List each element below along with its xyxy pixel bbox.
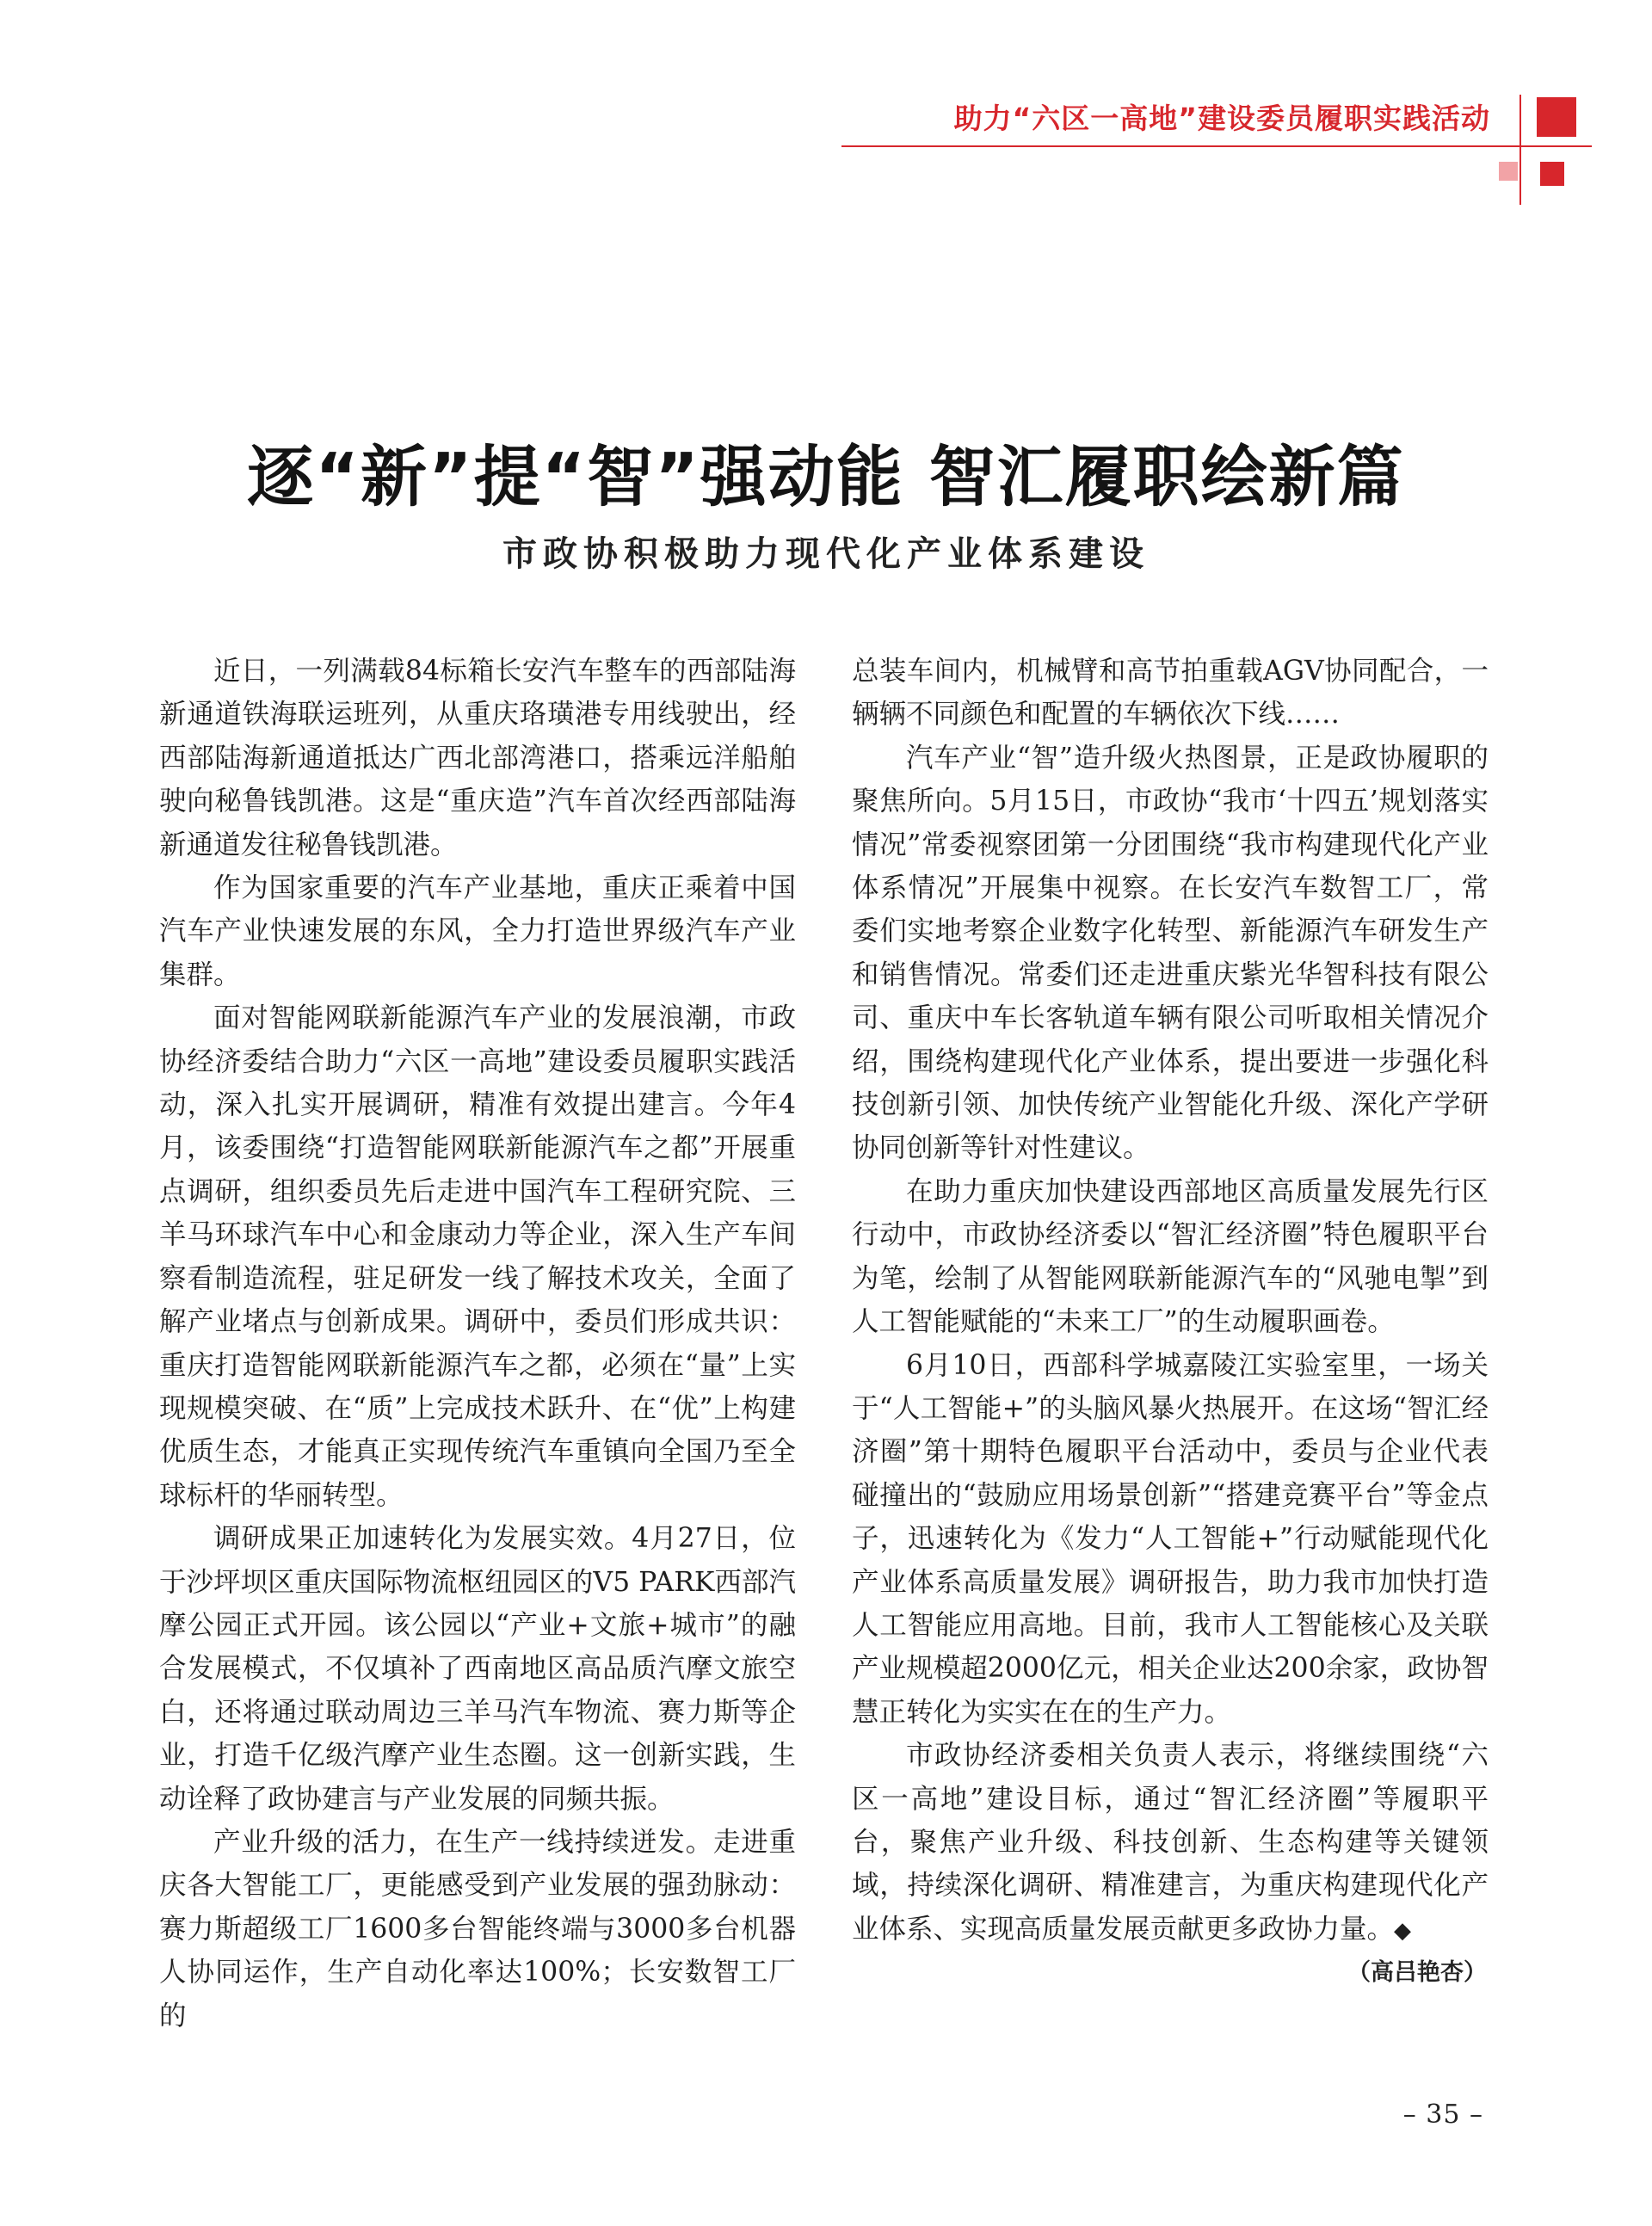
- decor-square-small: [1499, 162, 1518, 181]
- paragraph: 近日，一列满载84标箱长安汽车整车的西部陆海新通道铁海联运班列，从重庆珞璜港专用线驶出，经西部陆海新通道抵达广西北部湾港口，搭乘远洋船舶驶向秘鲁钱凯港。这是“重庆造”汽车首次经西部陆海新通道发往秘鲁钱凯港。: [159, 656, 796, 860]
- paragraph: 调研成果正加速转化为发展实效。4月27日，位于沙坪坝区重庆国际物流枢纽园区的V5 PARK西部汽摩公园正式开园。该公园以“产业+文旅+城市”的融合发展模式，不仅填补了西南地区高品质汽摩文旅空白，还将通过联动周边三羊马汽车物流、赛力斯等企业，打造千亿级汽摩产业生态圈。这一创新实践，生动诠释了政协建言与产业发展的同频共振。: [159, 1523, 796, 1815]
- author-credit: （高吕艳杏）: [1347, 1959, 1487, 1986]
- paragraph-continuation: 总装车间内，机械臂和高节拍重载AGV协同配合，一辆辆不同颜色和配置的车辆依次下线……: [852, 656, 1489, 731]
- decor-vertical-rule: [1519, 95, 1521, 205]
- article-subtitle: 市政协积极助力现代化产业体系建设: [502, 533, 1150, 574]
- decor-square-large: [1537, 97, 1576, 137]
- paragraph: 面对智能网联新能源汽车产业的发展浪潮，市政协经济委结合助力“六区一高地”建设委员履职实践活动，深入扎实开展调研，精准有效提出建言。今年4月，该委围绕“打造智能网联新能源汽车之都”开展重点调研，组织委员先后走进中国汽车工程研究院、三羊马环球汽车中心和金康动力等企业，深入生产车间察看制造流程，驻足研发一线了解技术攻关，全面了解产业堵点与创新成果。调研中，委员们形成共识：重庆打造智能网联新能源汽车之都，必须在“量”上实现规模突破、在“质”上完成技术跃升、在“优”上构建优质生态，才能真正实现传统汽车重镇向全国乃至全球标杆的华丽转型。: [159, 1002, 796, 1511]
- end-mark-icon: ◆: [1394, 1917, 1412, 1944]
- paragraph-text: 市政协经济委相关负责人表示，将继续围绕“六区一高地”建设目标，通过“智汇经济圈”等履职平台，聚焦产业升级、科技创新、生态构建等关键领域，持续深化调研、精准建言，为重庆构建现代化产业体系、实现高质量发展贡献更多政协力量。: [852, 1740, 1489, 1945]
- paragraph-final: [852, 1734, 1489, 1952]
- decor-square-medium: [1540, 162, 1564, 186]
- paragraph: 汽车产业“智”造升级火热图景，正是政协履职的聚焦所向。5月15日，市政协“我市‘十四五’规划落实情况”常委视察团第一分团围绕“我市构建现代化产业体系情况”开展集中视察。在长安汽车数智工厂，常委们实地考察企业数字化转型、新能源汽车研发生产和销售情况。常委们还走进重庆紫光华智科技有限公司、重庆中车长客轨道车辆有限公司听取相关情况介绍，围绕构建现代化产业体系，提出要进一步强化科技创新引领、加快传统产业智能化升级、深化产学研协同创新等针对性建议。: [852, 742, 1489, 1164]
- paragraph: 产业升级的活力，在生产一线持续迸发。走进重庆各大智能工厂，更能感受到产业发展的强劲脉动：赛力斯超级工厂1600多台智能终端与3000多台机器人协同运作，生产自动化率达100%；长安数智工厂的: [159, 1826, 796, 2032]
- article-title: 逐“新”提“智”强动能 智汇履职绘新篇: [247, 440, 1405, 516]
- paragraph: 作为国家重要的汽车产业基地，重庆正乘着中国汽车产业快速发展的东风，全力打造世界级汽车产业集群。: [159, 873, 796, 990]
- paragraph: 6月10日，西部科学城嘉陵江实验室里，一场关于“人工智能+”的头脑风暴火热展开。在这场“智汇经济圈”第十期特色履职平台活动中，委员与企业代表碰撞出的“鼓励应用场景创新”“搭建竞赛平台”等金点子，迅速转化为《发力“人工智能+”行动赋能现代化产业体系高质量发展》调研报告，助力我市加快打造人工智能应用高地。目前，我市人工智能核心及关联产业规模超2000亿元，相关企业达200余家，政协智慧正转化为实实在在的生产力。: [852, 1349, 1489, 1728]
- section-header-title: 助力“六区一高地”建设委员履职实践活动: [953, 102, 1490, 135]
- header-rule: [841, 145, 1592, 147]
- paragraph: 在助力重庆加快建设西部地区高质量发展先行区行动中，市政协经济委以“智汇经济圈”特色履职平台为笔，绘制了从智能网联新能源汽车的“风驰电掣”到人工智能赋能的“未来工厂”的生动履职画卷。: [852, 1175, 1489, 1338]
- right-column: [852, 650, 1489, 1952]
- page-number: – 35 –: [1402, 2100, 1483, 2130]
- left-column: [159, 650, 796, 2038]
